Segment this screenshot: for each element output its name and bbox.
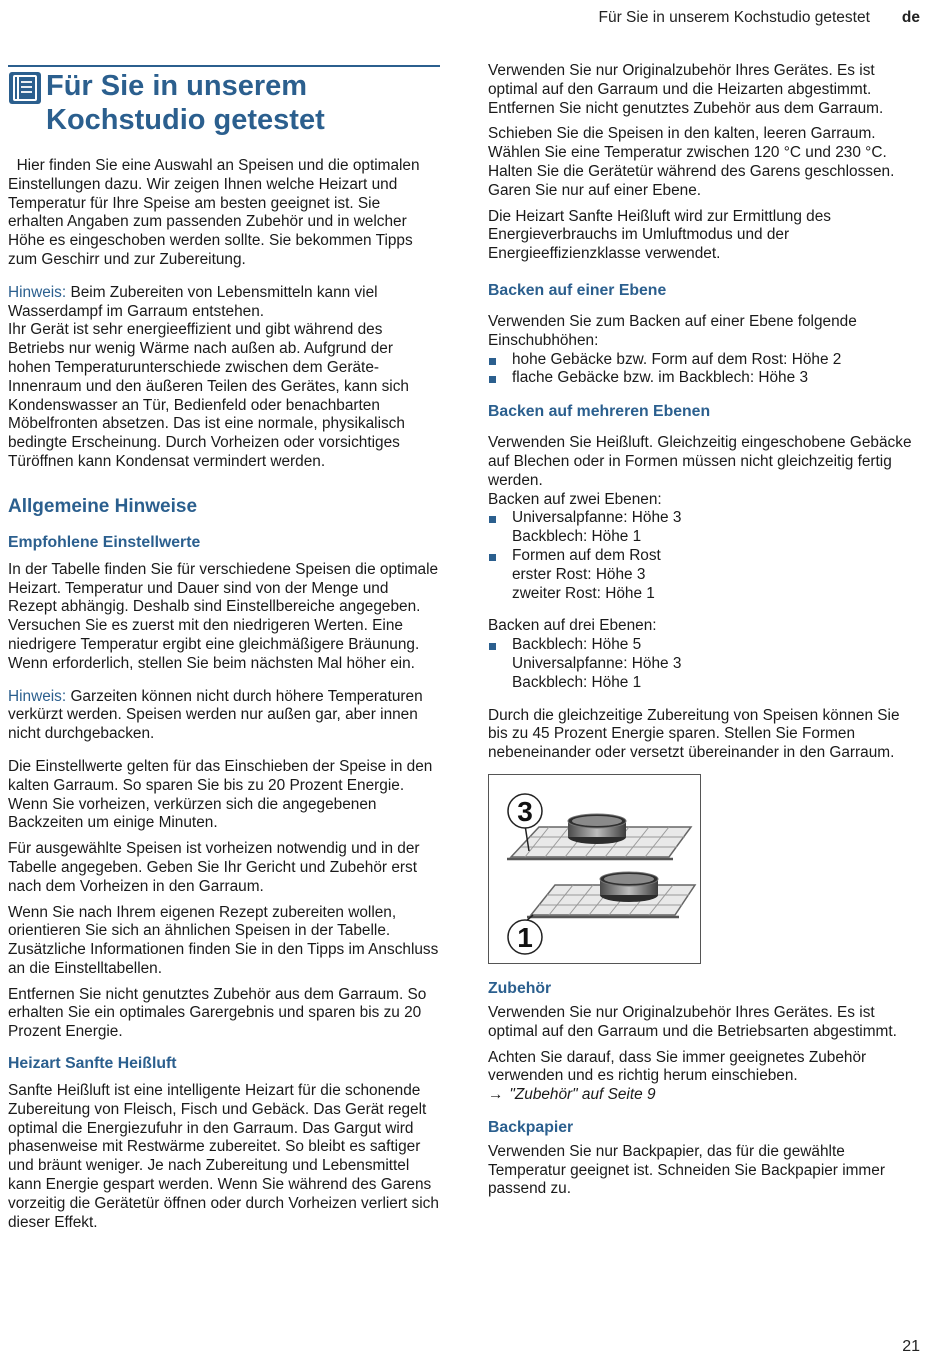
condensation-paragraph: Ihr Gerät ist sehr energieeffizient und gibt während des Betriebs nur wenig Wärme nach außen ab. Aufgrund der hohen Temperaturunterschiede zwischen dem Geräte-Innenraum und den äußeren Teilen des Gerätes, kann sich Kondenswasser an Tür, Bedienfeld oder benachbarten Möbelfronten absetzen. Das ist eine normale, physikalisch bedingte Erscheinung. Durch Vorheizen oder vorsichtiges Türöffnen kann Kondensat vermindert werden. [8,321,409,470]
right-column [488,62,920,1206]
multi-level-intro: Verwenden Sie Heißluft. Gleichzeitig eingeschobene Gebäcke auf Blechen oder in Formen müssen nicht gleichzeitig fertig werden. [488,434,912,489]
callout-level-1 [508,915,542,954]
accessories-paragraph-1: Verwenden Sie nur Originalzubehör Ihres Gerätes. Es ist optimal auf den Garraum und die Betriebsarten abgestimmt. [488,1003,897,1040]
section-title-general: Allgemeine Hinweise [8,495,198,517]
cold-oven-paragraph: Schieben Sie die Speisen in den kalten, leeren Garraum. Wählen Sie eine Temperatur zwischen 120 °C und 230 °C. Halten Sie die Gerätetür während des Garens geschlossen. Garen Sie nur auf einer Ebene. [488,125,895,199]
left-column [8,60,440,1239]
list-item-line: Universalpfanne: Höhe 3 [512,509,682,527]
hint-text-2: Garzeiten können nicht durch höhere Temperaturen verkürzt werden. Speisen werden nur außen gar, aber innen nicht durchgebacken. [8,687,423,743]
upper-cake-tin [568,814,626,844]
title-line-2: Kochstudio getestet [46,104,325,136]
subsection-title-accessories: Zubehör [488,979,552,997]
book-icon [8,71,42,105]
baking-levels-figure [488,774,701,964]
lower-cake-tin [600,872,658,902]
accessories-paragraph-2 [488,1049,920,1105]
oven-racks-illustration [489,775,700,963]
list-item: hohe Gebäcke bzw. Form auf dem Rost: Höhe 2 [488,351,920,370]
subsection-title-settings: Empfohlene Einstellwerte [8,533,201,551]
accessories-text: Achten Sie darauf, dass Sie immer geeignetes Zubehör verwenden und es richtig herum einschieben. [488,1048,867,1085]
one-level-intro: Verwenden Sie zum Backen auf einer Ebene folgende Einschubhöhen: [488,312,857,349]
list-item: flache Gebäcke bzw. im Backblech: Höhe 3 [488,369,920,388]
list-item-line: Backblech: Höhe 5 [512,636,642,654]
settings-paragraph-1: In der Tabelle finden Sie für verschiedene Speisen die optimale Heizart. Temperatur und Dauer sind von der Menge und Rezept abhängig. Deshalb sind Einstellbereiche angegeben. Versuchen Sie es zuerst mit den niedrigeren Werten. Eine niedrigere Temperatur ergibt eine gleichmäßigere Bräunung. Wenn erforderlich, stellen Sie beim nächsten Mal höher ein. [8,560,439,672]
two-levels-label: Backen auf zwei Ebenen: [488,490,662,508]
list-item-line: Formen auf dem Rost [512,546,661,564]
gentle-hot-air-paragraph: Sanfte Heißluft ist eine intelligente Heizart für die schonende Zubereitung von Fleisch, Fisch und Gebäck. Das Gerät regelt optimal die Energiezufuhr in den Garraum. Das Gargut wird phasenweise mit Restwärme zubereitet. So bleibt es saftiger und bräunt weniger. Je nach Zubereitung und Lebensmittel kann Energie gespart werden. Wenn Sie während des Garens vorzeitig die Gerätetür öffnen oder durch Vorheizen verliert sich dieser Effekt. [8,1082,439,1231]
intro-text: Hier finden Sie eine Auswahl an Speisen und die optimalen Einstellungen dazu. Wir zeigen Ihnen welche Heizart und Temperatur für Ihre Speise am besten geeignet ist. Sie erhalten Angaben zum passenden Zubehör und in welcher Höhe es eingeschoben werden sollte. Sie bekommen Tipps zum Geschirr und zur Zubereitung. [8,157,420,268]
page-number: 21 [902,1338,920,1355]
list-item [488,547,920,603]
arrow-right-icon: → [488,1086,504,1104]
baking-paper-paragraph: Verwenden Sie nur Backpapier, das für die gewählte Temperatur geeignet ist. Schneiden Sie Backpapier immer passend zu. [488,1142,885,1198]
settings-paragraph-4: Wenn Sie nach Ihrem eigenen Rezept zubereiten wollen, orientieren Sie sich an ähnlichen Speisen in der Tabelle. Zusätzliche Informationen finden Sie in den Tipps im Anschluss an die Einstelltabellen. [8,903,439,977]
list-item-line: Backblech: Höhe 1 [512,528,642,546]
list-item-line: Backblech: Höhe 1 [512,673,642,691]
three-levels-list [488,636,920,692]
list-item-line: erster Rost: Höhe 3 [512,565,646,583]
three-levels-label: Backen auf drei Ebenen: [488,617,657,635]
language-tag: de [901,9,920,26]
level-label-3: 3 [517,795,533,827]
level-label-1: 1 [517,921,533,953]
subsection-title-multi-level: Backen auf mehreren Ebenen [488,403,711,421]
hint-label-2: Hinweis: [8,687,67,705]
title-line-1: Für Sie in unserem [46,70,308,102]
settings-paragraph-3: Für ausgewählte Speisen ist vorheizen notwendig und in der Tabelle angegeben. Geben Sie Ihr Gericht und Zubehör erst nach dem Vorheizen in den Garraum. [8,840,420,895]
list-item [488,509,920,547]
cross-reference-text[interactable]: "Zubehör" auf Seite 9 [509,1086,656,1104]
cross-reference[interactable] [488,1086,920,1105]
list-item [488,636,920,692]
list-item-line: Universalpfanne: Höhe 3 [512,654,682,672]
running-header [599,9,921,27]
hint-label-1: Hinweis: [8,283,67,301]
two-levels-list [488,509,920,603]
subsection-title-gentle-hot-air: Heizart Sanfte Heißluft [8,1055,177,1073]
page-title [46,69,440,137]
hint-text-1: Beim Zubereiten von Lebensmitteln kann viel Wasserdampf im Garraum entstehen. [8,283,378,320]
hint-paragraph-2 [8,688,440,744]
settings-paragraph-5: Entfernen Sie nicht genutztes Zubehör aus dem Garraum. So erhalten Sie ein optimales Garergebnis und sparen bis zu 20 Prozent Energie. [8,985,427,1041]
one-level-list [488,351,920,389]
energy-paragraph: Die Heizart Sanfte Heißluft wird zur Ermittlung des Energieverbrauchs im Umluftmodus und der Energieeffizienzklasse verwendet. [488,207,831,263]
settings-paragraph-2: Die Einstellwerte gelten für das Einschieben der Speise in den kalten Garraum. So sparen Sie bis zu 20 Prozent Energie. Wenn Sie vorheizen, verkürzen sich die angegebenen Backzeiten um einige Minuten. [8,757,433,832]
energy-saving-paragraph: Durch die gleichzeitige Zubereitung von Speisen können Sie bis zu 45 Prozent Energie sparen. Stellen Sie Formen nebeneinander oder versetzt übereinander in den Garraum. [488,706,900,762]
subsection-title-baking-paper: Backpapier [488,1118,574,1136]
running-header-title: Für Sie in unserem Kochstudio getestet [598,9,870,26]
subsection-title-one-level: Backen auf einer Ebene [488,281,667,299]
hint-paragraph-1 [8,284,440,322]
accessory-paragraph: Verwenden Sie nur Originalzubehör Ihres Gerätes. Es ist optimal auf den Garraum und die Heizarten abgestimmt. Entfernen Sie nicht genutztes Zubehör aus dem Garraum. [488,62,884,117]
intro-paragraph [8,157,440,270]
chapter-heading [8,65,440,139]
list-item-line: zweiter Rost: Höhe 1 [512,584,655,602]
